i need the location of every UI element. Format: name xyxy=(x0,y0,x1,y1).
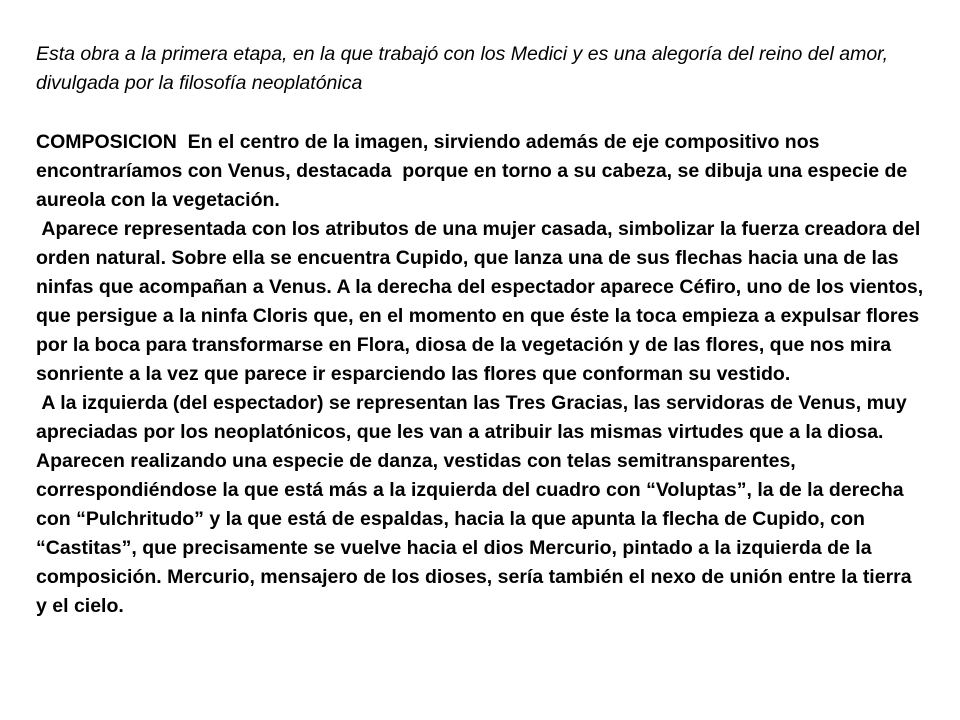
composition-paragraph-1-text: En el centro de la imagen, sirviendo además de eje compositivo nos encontraríamos con Venus, destacada porque en torno a su cabeza, se dibuja una especie de aureola con la vegetación. xyxy=(36,131,913,211)
paragraph-spacer xyxy=(36,98,926,128)
slide-content xyxy=(36,40,929,621)
composition-paragraph-1 xyxy=(36,128,926,215)
intro-paragraph: Esta obra a la primera etapa, en la que trabajó con los Medici y es una alegoría del reino del amor, divulgada por la filosofía neoplatónica xyxy=(36,43,889,94)
composition-heading: COMPOSICION xyxy=(36,131,177,153)
composition-paragraph-2: Aparece representada con los atributos de una mujer casada, simbolizar la fuerza creadora del orden natural. Sobre ella se encuentra Cupido, que lanza una de sus flechas hacia una de las ninfas que acompañan a Venus. A la derecha del espectador aparece Céfiro, uno de los vientos, que persigue a la ninfa Cloris que, en el momento en que éste la toca empieza a expulsar flores por la boca para transformarse en Flora, diosa de la vegetación y de las flores, que nos mira sonriente a la vez que parece ir esparciendo las flores que conforman su vestido. xyxy=(36,218,929,385)
composition-paragraph-3: A la izquierda (del espectador) se representan las Tres Gracias, las servidoras de Venus, muy apreciadas por los neoplatónicos, que les van a atribuir las mismas virtudes que a la diosa. Aparecen realizando una especie de danza, vestidas con telas semitransparentes, correspondiéndose la que está más a la izquierda del cuadro con “Voluptas”, la de la derecha con “Pulchritudo” y la que está de espaldas, hacia la que apunta la flecha de Cupido, con “Castitas”, que precisamente se vuelve hacia el dios Mercurio, pintado a la izquierda de la composición. Mercurio, mensajero de los dioses, sería también el nexo de unión entre la tierra y el cielo. xyxy=(36,392,918,617)
composition-section xyxy=(36,128,929,621)
